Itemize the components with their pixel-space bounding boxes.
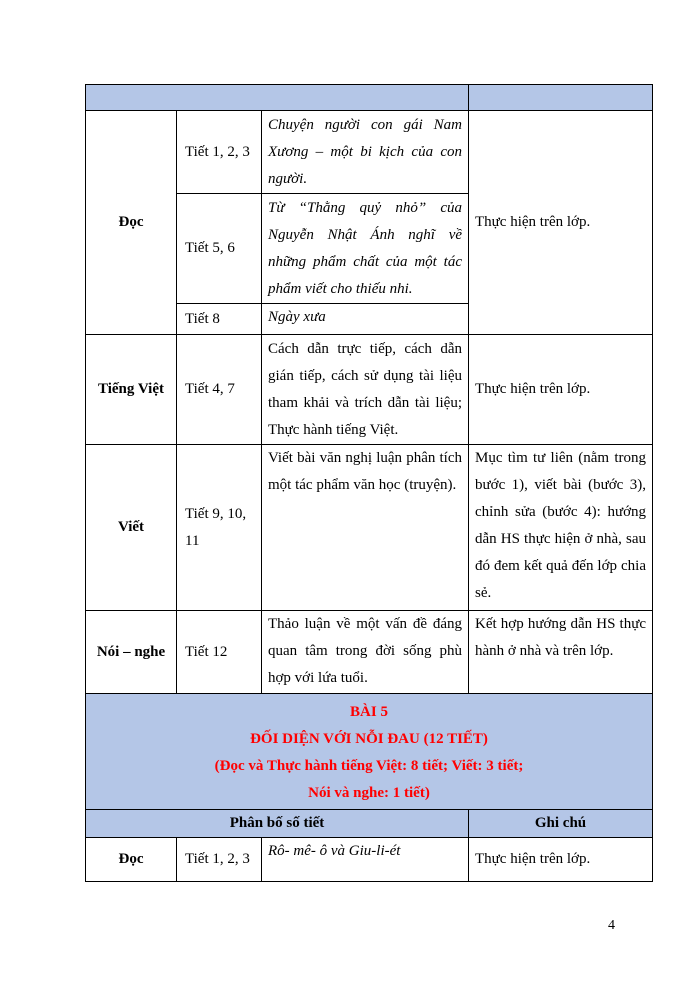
top-header-row [86, 85, 653, 111]
lesson-title: BÀI 5 [350, 703, 388, 720]
lesson-detail-1: (Đọc và Thực hành tiếng Việt: 8 tiết; Viết: 3 tiết; [214, 757, 524, 774]
lesson-banner [86, 694, 653, 810]
header-notes: Ghi chú [469, 810, 653, 838]
page-number: 4 [608, 918, 615, 933]
note-cell: Thực hiện trên lớp. [469, 838, 653, 882]
content-cell: Từ “Thằng quỷ nhỏ” của Nguyễn Nhật Ánh nghĩ về những phẩm chất của một tác phẩm viết cho thiếu nhi. [262, 194, 469, 304]
tiet-cell: Tiết 9, 10, 11 [177, 445, 262, 611]
lesson-plan-table [85, 84, 653, 882]
table-row [86, 445, 653, 611]
note-cell: Thực hiện trên lớp. [469, 111, 653, 335]
table-row [86, 611, 653, 694]
tiet-cell: Tiết 1, 2, 3 [177, 111, 262, 194]
table-row [86, 838, 653, 882]
column-header-row [86, 810, 653, 838]
section-tieng-viet: Tiếng Việt [86, 335, 177, 445]
content-cell: Chuyện người con gái Nam Xương – một bi kịch của con người. [262, 111, 469, 194]
content-cell: Thảo luận về một vấn đề đáng quan tâm trong đời sống phù hợp với lứa tuổi. [262, 611, 469, 694]
table-row [86, 335, 653, 445]
content-cell: Viết bài văn nghị luận phân tích một tác phẩm văn học (truyện). [262, 445, 469, 611]
content-cell: Rô- mê- ô và Giu-li-ét [262, 838, 469, 882]
section-noi-nghe: Nói – nghe [86, 611, 177, 694]
lesson-name: ĐỐI DIỆN VỚI NỖI ĐAU (12 TIẾT) [250, 730, 488, 747]
top-header-cell [86, 85, 469, 111]
tiet-cell: Tiết 1, 2, 3 [177, 838, 262, 882]
table-row [86, 111, 653, 194]
note-cell: Thực hiện trên lớp. [469, 335, 653, 445]
header-distribution: Phân bố số tiết [86, 810, 469, 838]
content-cell: Cách dẫn trực tiếp, cách dẫn gián tiếp, cách sử dụng tài liệu tham khải và trích dẫn tài liệu; Thực hành tiếng Việt. [262, 335, 469, 445]
section-viet: Viết [86, 445, 177, 611]
note-cell: Mục tìm tư liên (nằm trong bước 1), viết bài (bước 3), chỉnh sửa (bước 4): hướng dẫn HS thực hiện ở nhà, sau đó đem kết quả đến lớp chia sẻ. [469, 445, 653, 611]
tiet-cell: Tiết 5, 6 [177, 194, 262, 304]
top-header-note-cell [469, 85, 653, 111]
lesson-detail-2: Nói và nghe: 1 tiết) [308, 784, 430, 801]
section-doc-2: Đọc [86, 838, 177, 882]
tiet-cell: Tiết 8 [177, 304, 262, 335]
note-cell: Kết hợp hướng dẫn HS thực hành ở nhà và trên lớp. [469, 611, 653, 694]
tiet-cell: Tiết 4, 7 [177, 335, 262, 445]
content-cell: Ngày xưa [262, 304, 469, 335]
lesson-banner-row [86, 694, 653, 810]
section-doc: Đọc [86, 111, 177, 335]
tiet-cell: Tiết 12 [177, 611, 262, 694]
